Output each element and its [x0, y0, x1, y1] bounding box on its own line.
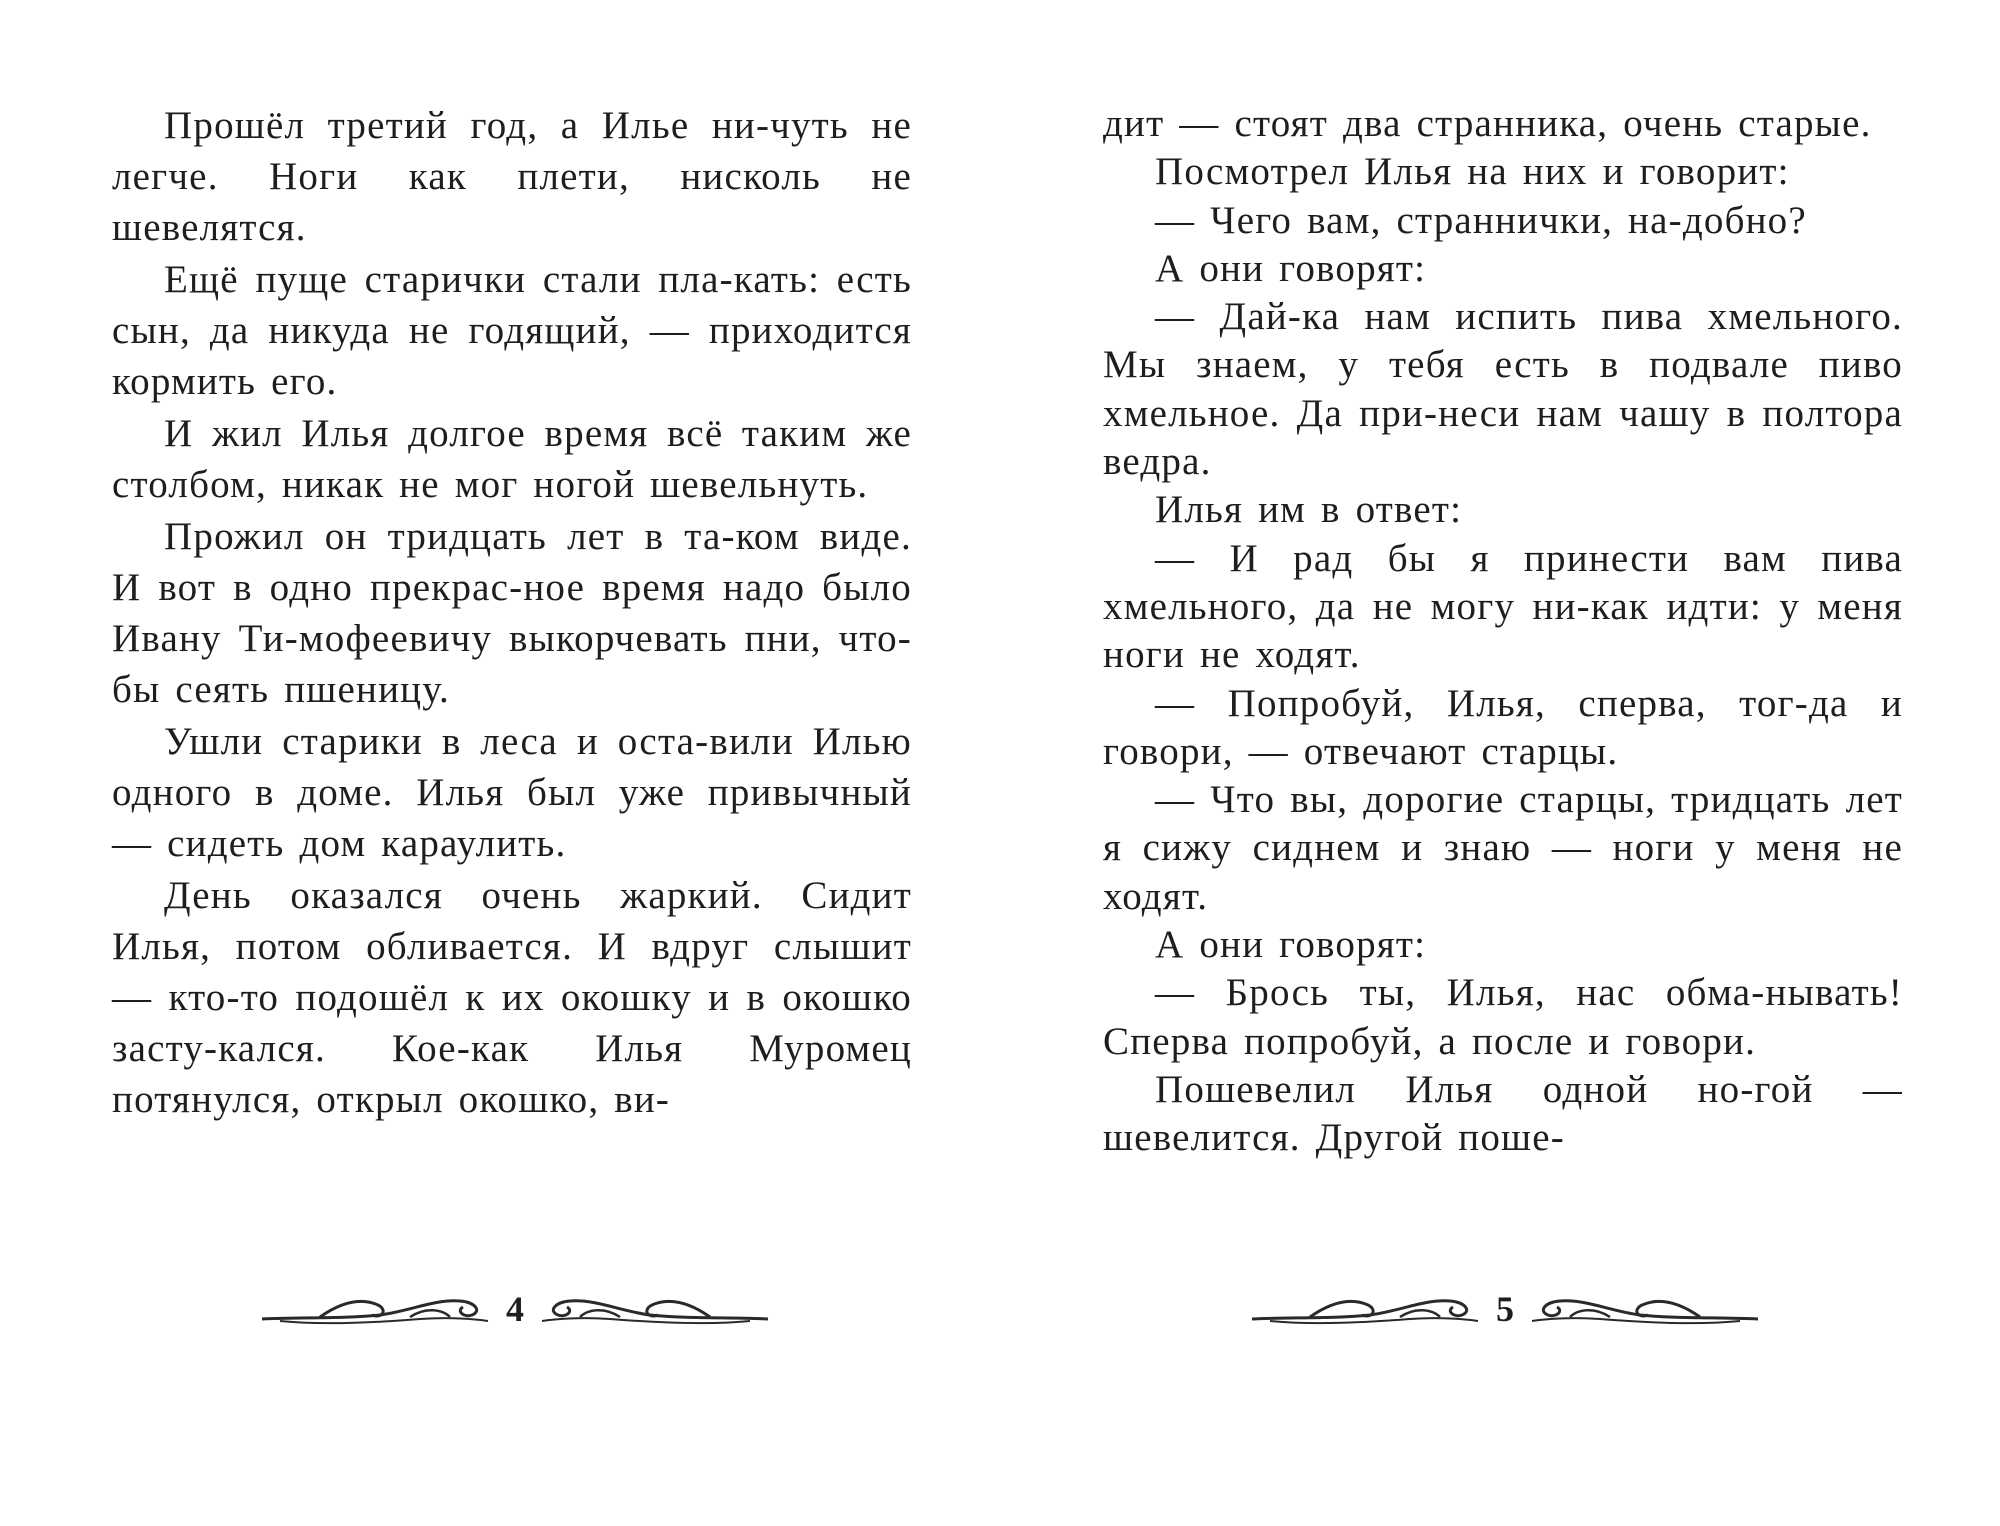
- paragraph: Илья им в ответ:: [1155, 488, 1463, 532]
- paragraph: дит — стоят два странника, очень старые.: [1103, 102, 1872, 145]
- paragraph: А они говорят:: [1155, 923, 1427, 967]
- paragraph: — Дай-ка нам испить пива хмельного. Мы знаем, у тебя есть в подвале пиво хмельное. Да при-неси нам чашу в полтора ведра.: [1103, 295, 1903, 484]
- flourish-ornament-icon: [540, 1289, 770, 1329]
- paragraph: Ещё пуще старички стали пла-кать: есть сын, да никуда не годящий, — приходится кормить его.: [112, 258, 912, 403]
- paragraph: — Чего вам, страннички, на-добно?: [1155, 198, 1807, 242]
- right-page-footer: [1250, 1288, 1760, 1330]
- page-number: 4: [506, 1289, 524, 1329]
- paragraph: Прожил он тридцать лет в та-ком виде. И вот в одно прекрас-ное время надо было Ивану Ти-мофеевичу выкорчевать пни, что-бы сеять пшеницу.: [112, 515, 912, 711]
- right-page: [1103, 100, 1903, 1382]
- flourish-ornament-icon: [1530, 1289, 1760, 1329]
- paragraph: — Брось ты, Илья, нас обма-нывать! Сперва попробуй, а после и говори.: [1103, 971, 1903, 1063]
- paragraph: И жил Илья долгое время всё таким же столбом, никак не мог ногой шевельнуть.: [112, 412, 912, 506]
- paragraph: Прошёл третий год, а Илье ни-чуть не легче. Ноги как плети, нисколь не шевелятся.: [112, 104, 912, 249]
- paragraph: Пошевелил Илья одной но-гой — шевелится. Другой поше-: [1103, 1067, 1903, 1160]
- paragraph: Посмотрел Илья на них и говорит:: [1155, 150, 1790, 194]
- paragraph: А они говорят:: [1155, 246, 1427, 290]
- paragraph: Ушли старики в леса и оста-вили Илью одного в доме. Илья был уже привычный — сидеть дом караулить.: [112, 720, 912, 865]
- right-page-text: [1103, 100, 1903, 1382]
- page-number: 5: [1496, 1289, 1514, 1329]
- flourish-ornament-icon: [260, 1289, 490, 1329]
- left-page: [112, 100, 912, 1382]
- left-page-footer: [260, 1288, 770, 1330]
- paragraph: — И рад бы я принести вам пива хмельного, да не могу ни-как идти: у меня ноги не ходят.: [1103, 536, 1903, 677]
- left-page-text: [112, 100, 912, 1382]
- paragraph: — Что вы, дорогие старцы, тридцать лет я сижу сиднем и знаю — ноги у меня не ходят.: [1103, 778, 1903, 918]
- paragraph: — Попробуй, Илья, сперва, тог-да и говори, — отвечают старцы.: [1103, 681, 1903, 773]
- paragraph: День оказался очень жаркий. Сидит Илья, потом обливается. И вдруг слышит — кто-то подошёл к их окошку и в окошко засту-кался. Кое-как Илья Муромец потянулся, открыл окошко, ви-: [112, 874, 912, 1121]
- flourish-ornament-icon: [1250, 1289, 1480, 1329]
